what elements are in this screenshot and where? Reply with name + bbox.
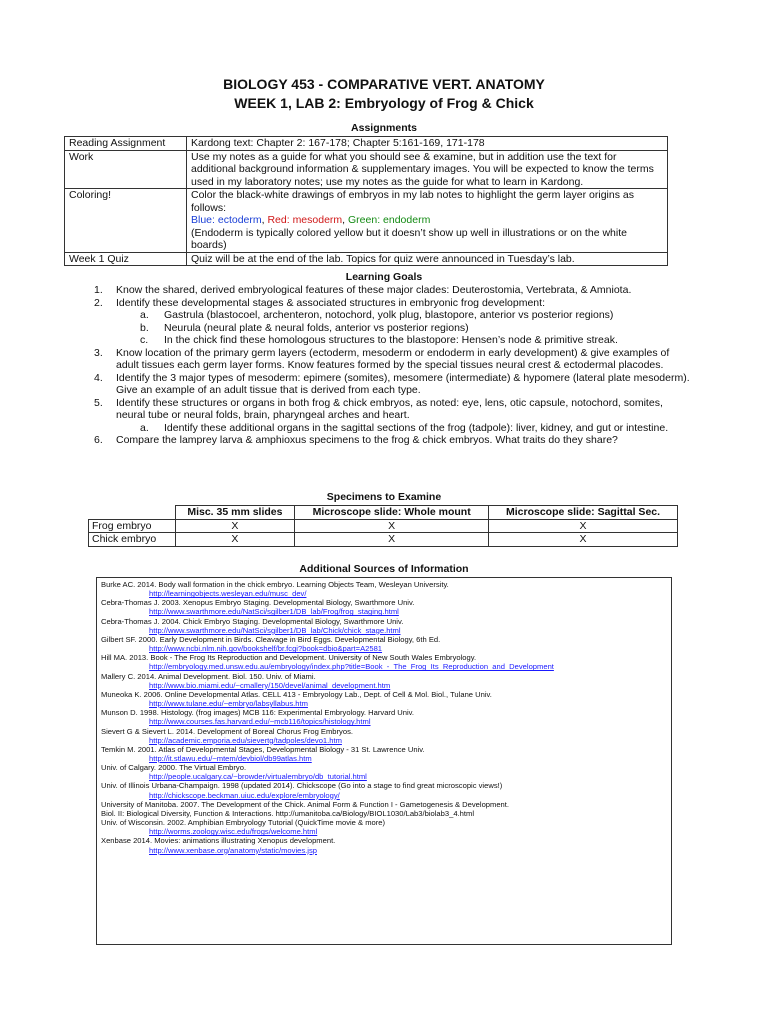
sub-list-item <box>94 334 694 347</box>
source-citation: Hill MA. 2013. Book - The Frog Its Reproduction and Development. University of New South Wales Embryology. <box>101 653 477 663</box>
row-note: (Endoderm is typically colored yellow but it doesn’t show up well in illustrations or on the white boards) <box>191 226 627 251</box>
row-text: Color the black-white drawings of embryos in my lab notes to highlight the germ layer origins as follows: <box>191 189 634 214</box>
source-citation: Univ. of Illinois Urbana-Champaign. 1998 (updated 2014). Chickscope (Go into a stage to find great microscopic views!) <box>101 781 503 791</box>
blank-header-cell <box>89 506 176 520</box>
table-row <box>65 150 668 189</box>
item-text: Identify the 3 major types of mesoderm: epimere (somites), mesomere (intermediate) & hypomere (lateral plate mesoderm). Give an example of an adult tissue that is derived from each type. <box>116 371 690 396</box>
sources-box <box>96 577 672 945</box>
row-text: Kardong text: Chapter 2: 167-178; Chapter 5:161-169, 171-178 <box>187 137 668 151</box>
table-header-row <box>89 506 678 520</box>
source-citation: Univ. of Wisconsin. 2002. Amphibian Embryology Tutorial (QuickTime movie & more) <box>101 818 386 828</box>
table-cell: X <box>295 519 489 533</box>
source-link[interactable]: http://academic.emporia.edu/sievertg/tadpoles/devo1.htm <box>149 735 342 745</box>
item-number: 2. <box>94 296 103 309</box>
source-link[interactable]: http://learningobjects.wesleyan.edu/musc_dev/ <box>149 589 307 599</box>
item-number: a. <box>140 421 149 434</box>
separator: , <box>342 214 349 226</box>
specimens-table <box>88 505 678 547</box>
source-citation: Muneoka K. 2006. Online Developmental Atlas. CELL 413 - Embryology Lab., Dept. of Cell & Mol. Biol., Tulane Univ. <box>101 689 492 699</box>
specimens-heading: Specimens to Examine <box>326 491 442 503</box>
separator: , <box>261 214 268 226</box>
list-item <box>94 397 694 422</box>
table-cell: X <box>489 519 678 533</box>
source-citation: Sievert G & Sievert L. 2014. Development of Boreal Chorus Frog Embryos. <box>101 726 353 736</box>
item-text: Identify these additional organs in the sagittal sections of the frog (tadpole): liver, kidney, and gut or intestine. <box>164 421 669 434</box>
source-citation: University of Manitoba. 2007. The Development of the Chick. Animal Form & Function I - Gametogenesis & Development. <box>101 799 510 809</box>
mesoderm-label: Red: mesoderm <box>267 214 343 226</box>
item-text: Gastrula (blastocoel, archenteron, notochord, yolk plug, blastopore, anterior vs posterior regions) <box>164 309 614 321</box>
sub-list-item <box>94 309 694 322</box>
source-link[interactable]: http://www.swarthmore.edu/NatSci/sgilber1/DB_lab/Chick/chick_stage.html <box>149 625 401 635</box>
germ-layer-legend <box>191 214 663 227</box>
row-text: Use my notes as a guide for what you should see & examine, but in addition use the text for additional background information & supplementary images. You will be expected to know the terms used in my laboratory notes; use my notes as the guide for what to learn in Kardong. <box>187 150 668 189</box>
source-citation: Cebra-Thomas J. 2004. Chick Embryo Staging. Developmental Biology, Swarthmore Univ. <box>101 616 404 626</box>
item-text: Identify these structures or organs in both frog & chick embryos, as noted: eye, lens, otic capsule, notochord, somites, neural tube or neural folds, brain, pharyngeal arches and heart. <box>116 396 663 421</box>
item-number: b. <box>140 321 149 334</box>
item-text: Know location of the primary germ layers (ectoderm, mesoderm or endoderm in early development) & give examples of adult tissues each germ layer forms. Know features formed by the special tissues neural crest & ectodermal placodes. <box>116 346 670 371</box>
row-label: Week 1 Quiz <box>65 252 187 266</box>
row-label: Chick embryo <box>89 533 176 547</box>
column-header: Microscope slide: Sagittal Sec. <box>489 506 678 520</box>
source-citation: Munson D. 1998. Histology. (frog images) MCB 116: Experimental Embryology. Harvard Univ. <box>101 708 415 718</box>
item-number: c. <box>140 334 149 346</box>
source-link[interactable]: http://worms.zoology.wisc.edu/frogs/welcome.html <box>149 827 318 837</box>
assignments-heading: Assignments <box>351 122 417 134</box>
table-row <box>65 137 668 151</box>
row-coloring <box>187 189 668 253</box>
item-number: 1. <box>94 284 103 296</box>
source-link[interactable]: http://it.stlawu.edu/~mtem/devbiol/db99atlas.htm <box>149 753 312 763</box>
learning-goals-list <box>94 284 694 447</box>
source-link[interactable]: http://www.tulane.edu/~embryo/labsyllabus.htm <box>149 699 308 709</box>
item-number: 3. <box>94 346 103 359</box>
list-item <box>94 372 694 397</box>
row-label: Work <box>65 150 187 189</box>
table-row <box>89 533 678 547</box>
list-item <box>94 434 694 447</box>
source-link[interactable]: http://chickscope.beckman.uiuc.edu/explore/embryology/ <box>149 790 340 800</box>
item-number: 5. <box>94 396 103 409</box>
item-text: Know the shared, derived embryological features of these major clades: Deuterostomia, Vertebrata, & Amniota. <box>116 284 632 296</box>
source-citation: Temkin M. 2001. Atlas of Developmental Stages, Developmental Biology - 31 St. Lawrence Univ. <box>101 744 425 754</box>
source-link[interactable]: http://embryology.med.unsw.edu.au/embryology/index.php?title=Book_-_The_Frog_Its_Reproduction_and_Development <box>149 662 554 672</box>
item-text: Neurula (neural plate & neural folds, anterior vs posterior regions) <box>164 321 469 334</box>
row-text: Quiz will be at the end of the lab. Topics for quiz were announced in Tuesday’s lab. <box>187 252 668 266</box>
source-link[interactable]: http://www.xenbase.org/anatomy/static/movies.jsp <box>149 845 317 855</box>
item-number: a. <box>140 309 149 321</box>
document-subtitle: WEEK 1, LAB 2: Embryology of Frog & Chick <box>234 95 534 111</box>
source-citation: Xenbase 2014. Movies: animations illustrating Xenopus development. <box>101 836 336 846</box>
item-text: Compare the lamprey larva & amphioxus specimens to the frog & chick embryos. What traits do they share? <box>116 434 618 446</box>
source-link[interactable]: http://www.swarthmore.edu/NatSci/sgilber1/DB_lab/Frog/frog_staging.html <box>149 607 399 617</box>
source-citation: Mallery C. 2014. Animal Development. Biol. 150. Univ. of Miami. <box>101 671 316 681</box>
source-citation: Cebra-Thomas J. 2003. Xenopus Embryo Staging. Developmental Biology, Swarthmore Univ. <box>101 598 415 608</box>
source-link[interactable]: http://www.courses.fas.harvard.edu/~mcb116/topics/histology.html <box>149 717 371 727</box>
source-citation: Gilbert SF. 2000. Early Development in Birds. Cleavage in Bird Eggs. Developmental Biology, 6th Ed. <box>101 634 441 644</box>
table-row <box>89 519 678 533</box>
table-row <box>65 189 668 253</box>
table-row <box>65 252 668 266</box>
item-number: 6. <box>94 434 103 446</box>
source-citation: Burke AC. 2014. Body wall formation in the chick embryo. Learning Objects Team, Wesleyan University. <box>101 580 449 589</box>
item-text: In the chick find these homologous structures to the blastopore: Hensen’s node & primitive streak. <box>164 334 618 346</box>
assignments-table <box>64 136 668 266</box>
source-citation: Univ. of Calgary. 2000. The Virtual Embryo. <box>101 763 247 773</box>
document-title: BIOLOGY 453 - COMPARATIVE VERT. ANATOMY <box>223 76 545 92</box>
table-cell: X <box>489 533 678 547</box>
table-cell: X <box>175 533 295 547</box>
list-item <box>94 284 694 297</box>
source-link[interactable]: http://www.bio.miami.edu/~cmallery/150/devel/animal_development.htm <box>149 680 391 690</box>
column-header: Misc. 35 mm slides <box>175 506 295 520</box>
list-item <box>94 347 694 372</box>
sources-heading: Additional Sources of Information <box>299 563 469 575</box>
endoderm-label: Green: endoderm <box>348 214 431 226</box>
row-label: Frog embryo <box>89 519 176 533</box>
row-label: Coloring! <box>65 189 187 253</box>
row-label: Reading Assignment <box>65 137 187 151</box>
item-text: Identify these developmental stages & associated structures in embryonic frog development: <box>116 296 545 309</box>
learning-goals-heading: Learning Goals <box>345 271 423 283</box>
source-citation: Biol. II: Biological Diversity, Function & Interactions. http://umanitoba.ca/Biology/BIOL1030/Lab3/biolab3_4.html <box>101 808 475 818</box>
source-link[interactable]: http://www.ncbi.nlm.nih.gov/bookshelf/br.fcgi?book=dbio&part=A2581 <box>149 644 383 654</box>
list-item <box>94 297 694 310</box>
sub-list-item <box>94 322 694 335</box>
item-number: 4. <box>94 371 103 384</box>
column-header: Microscope slide: Whole mount <box>295 506 489 520</box>
table-cell: X <box>175 519 295 533</box>
source-link[interactable]: http://people.ucalgary.ca/~browder/virtualembryo/db_tutorial.html <box>149 772 367 782</box>
table-cell: X <box>295 533 489 547</box>
ectoderm-label: Blue: ectoderm <box>191 214 262 226</box>
sub-list-item <box>94 422 694 435</box>
